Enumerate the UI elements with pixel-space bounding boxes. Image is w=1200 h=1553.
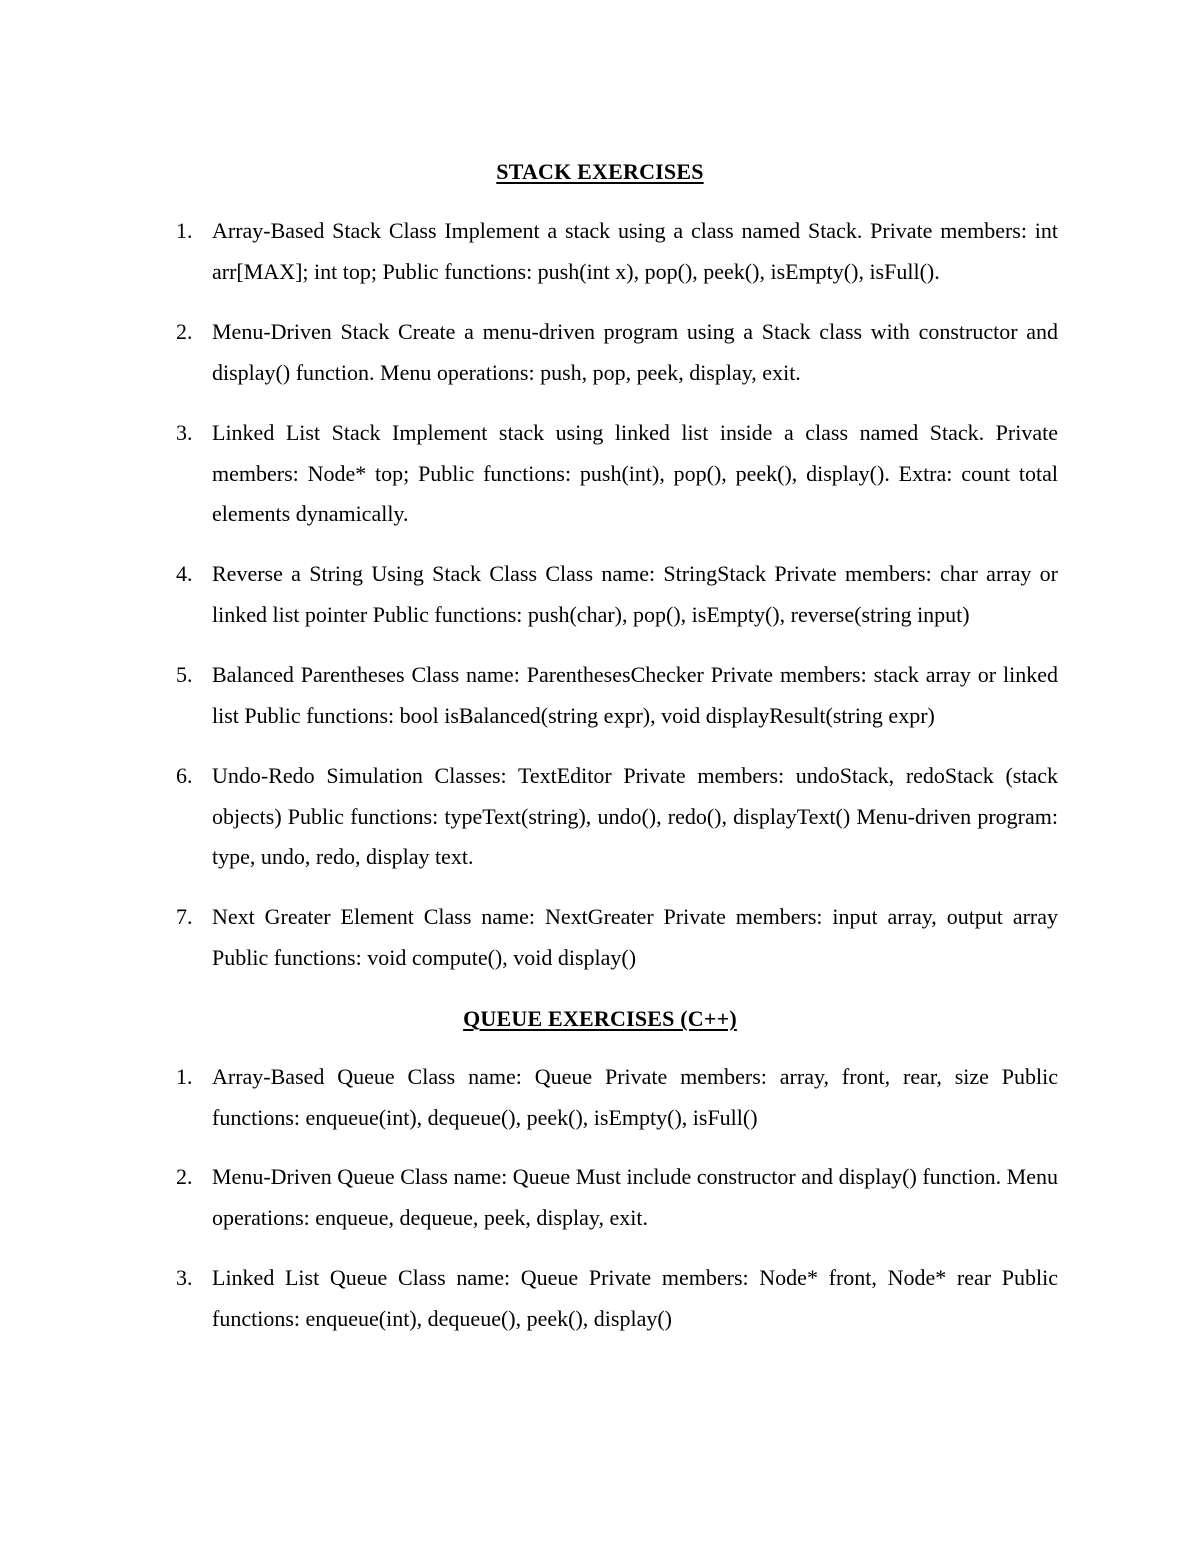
item-text: Undo-Redo Simulation Classes: TextEditor Private members: undoStack, redoStack (stack objects) Public functions: typeText(string), undo(), redo(), displayText() Menu-driven program: type, undo, redo, display text. <box>212 763 1058 870</box>
list-item <box>170 413 1070 535</box>
item-text: Array-Based Queue Class name: Queue Private members: array, front, rear, size Public functions: enqueue(int), dequeue(), peek(), isEmpty(), isFull() <box>212 1064 1058 1130</box>
item-number: 2. <box>176 1164 193 1189</box>
list-item <box>170 1057 1070 1138</box>
list-item <box>170 1258 1070 1339</box>
list-item <box>170 655 1070 736</box>
item-number: 3. <box>176 420 193 445</box>
list-item <box>170 897 1070 978</box>
list-item <box>170 312 1070 393</box>
list-item <box>170 211 1070 292</box>
item-text: Menu-Driven Queue Class name: Queue Must include constructor and display() function. Menu operations: enqueue, dequeue, peek, display, exit. <box>212 1164 1058 1230</box>
item-text: Next Greater Element Class name: NextGreater Private members: input array, output array Public functions: void compute(), void display() <box>212 904 1058 970</box>
item-number: 6. <box>176 763 193 788</box>
item-number: 5. <box>176 662 193 687</box>
list-item <box>170 554 1070 635</box>
item-number: 1. <box>176 218 193 243</box>
item-text: Balanced Parentheses Class name: ParenthesesChecker Private members: stack array or linked list Public functions: bool isBalanced(string expr), void displayResult(string expr) <box>212 662 1058 728</box>
item-number: 1. <box>176 1064 193 1089</box>
item-number: 3. <box>176 1265 193 1290</box>
item-number: 7. <box>176 904 193 929</box>
list-item <box>170 1157 1070 1238</box>
list-item <box>170 756 1070 878</box>
item-text: Linked List Queue Class name: Queue Private members: Node* front, Node* rear Public functions: enqueue(int), dequeue(), peek(), display() <box>212 1265 1058 1331</box>
item-text: Menu-Driven Stack Create a menu-driven program using a Stack class with constructor and display() function. Menu operations: push, pop, peek, display, exit. <box>212 319 1058 385</box>
item-number: 4. <box>176 561 193 586</box>
item-text: Linked List Stack Implement stack using linked list inside a class named Stack. Private members: Node* top; Public functions: push(int), pop(), peek(), display(). Extra: count total elements dynamically. <box>212 420 1058 527</box>
stack-exercises-heading: STACK EXERCISES <box>496 159 704 184</box>
item-number: 2. <box>176 319 193 344</box>
item-text: Reverse a String Using Stack Class Class name: StringStack Private members: char array or linked list pointer Public functions: push(char), pop(), isEmpty(), reverse(string input) <box>212 561 1058 627</box>
queue-exercises-heading: QUEUE EXERCISES (C++) <box>463 1006 737 1031</box>
item-text: Array-Based Stack Class Implement a stack using a class named Stack. Private members: int arr[MAX]; int top; Public functions: push(int x), pop(), peek(), isEmpty(), isFull(). <box>212 218 1058 284</box>
